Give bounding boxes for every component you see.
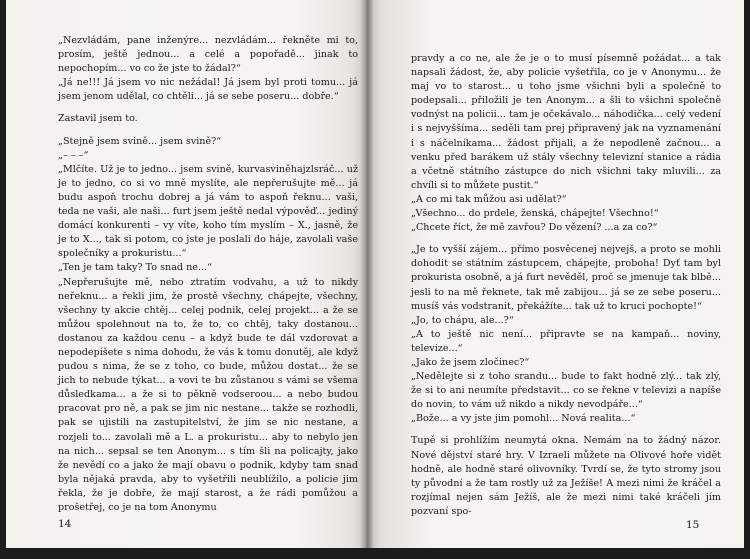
- right-page-text: [411, 52, 721, 519]
- paragraph: „Bože... a vy jste jim pomohl... Nová realita...“: [411, 413, 636, 425]
- page-number: 14: [58, 518, 72, 530]
- paragraph: „Já ne!!! Já jsem vo nic nežádal! Já jsem byl proti tomu... já jsem jenom udělal, co chtěli... já se sebe poseru... dobře.“: [58, 77, 358, 103]
- paragraph: „Mlčíte. Už je to jedno... jsem svině, kurvasviněhajzlsráč... už je to jedno, co si vo mně myslíte, ale nepřerušujte mě... já budu aspoň trochu dobrej a já vám to aspoň řeknu... vaši, teda ne vaši, ale naši... furt jsem ještě nedal výpověď... jediný domácí konkurenti – vy víte, koho tím myslím – X., jasně, že je to X..., tak si potom, co jste je poslali do háje, zavolali vaše společníky a prokuristu...“: [58, 163, 358, 260]
- left-page-text: [58, 34, 358, 515]
- paragraph: „Nezvládám, pane inženýre... nezvládám... řekněte mi to, prosím, ještě jednou... a celé a popořadě... jinak to nepochopím... vo co že jste to žádal?“: [58, 35, 358, 75]
- paragraph: „Chcete říct, že mě zavřou? Do vězení? ...a za co?“: [411, 222, 658, 234]
- paragraph: „– – –“: [58, 149, 89, 161]
- paragraph: „Jako že jsem zločinec?“: [411, 356, 530, 368]
- paragraph: „Jo, to chápu, ale...?“: [411, 314, 514, 326]
- paragraph: „A to ještě nic není... připravte se na kampaň... noviny, televize...“: [411, 328, 721, 354]
- page-number: 15: [686, 519, 700, 531]
- paragraph: Tupě si prohlížím neumytá okna. Nemám na to žádný názor. Nové dějství staré hry. V Izraeli můžete na Olivové hoře vidět hodně, ale hodně staré olivovníky. Tvrdí se, že tyto stromy jsou ty původní a že tam rostly už za Ježíše! A mezi nimi že kráčel a rozjímal nejen sám Ježíš, ale že mezi nimi také kráčeli jím pozvaní spo-: [411, 435, 721, 517]
- paragraph: „Je to vyšší zájem... přímo posvěcenej nejvejš, a proto se mohli dohodit se státním zástupcem, chápejte, proboha! Dyť tam byl prokurista osobně, a já furt nevěděl, proč se jmenuje tak blbě... jesli to na mě řeknete, tak mě zabijou... já se ze sebe poseru... musíš vás vodstranit, překážíte... tak už to kruci pochopte!“: [411, 244, 721, 312]
- right-page: [366, 0, 744, 548]
- paragraph: „Nepřerušujte mě, nebo ztratím vodvahu, a už to nikdy neřeknu... a řekli jim, že prostě všechny, chápejte, všechny, všechny ty akcie chtěj... celej podnik, celej projekt... a že se můžou spolehnout na to, že to, co chtěj, taky dostanou... dostanou za každou cenu – a když bude te dál vzdorovat a nepodepíšete s nima dohodu, že vás k tomu donutěj, ale když pudou s nima, že se z toho, co bude, můžou dostat... že se jich to nebude týkat... a vovi te bu zůstanou s vámi se všema důsledkama... a že si to pěkně vodseroou... a nebo budou pracovat pro ně, a pak se jim nic nestane... takže se rozhodli, pak se ujistili na zastupitelství, že jim se nic nestane, a rozjeli to... zavolali mě a L. a prokuristu... aby to nebylo jen na nich... sepsal se ten Anonym... s tím šli na policajty, jako že nevědí co a jako že mají obavu o podnik, kdyby tam snad byla nějaká pravda, aby to vyšetřili neublížilo, a policie jim řekla, že je dobře, že mají starost, a že rádi pomůžou a prošetřej, co je na tom Anonymu: [58, 276, 358, 513]
- book-gutter-shadow: [360, 0, 374, 548]
- paragraph: „Všechno... do prdele, ženská, chápejte! Všechno!“: [411, 208, 659, 220]
- paragraph: „Nedělejte si z toho srandu... bude to fakt hodně zlý... tak zlý, že si to ani neumíte představit... co se řekne v televizi a napíše do novin, to vám už nikdo a nikdy nevodpáře...“: [411, 371, 721, 411]
- paragraph: „A co mi tak můžou asi udělat?“: [411, 193, 567, 205]
- paragraph: „Stejně jsem svině... jsem svině?“: [58, 135, 222, 147]
- paragraph: „Ten je tam taky? To snad ne...“: [58, 262, 213, 274]
- left-page: [6, 0, 366, 548]
- paragraph: Zastavil jsem to.: [58, 113, 138, 125]
- paragraph: pravdy a co ne, ale že je o to musí písemně požádat... a tak napsali žádost, že, aby policie vyšetřila, co je v Anonymu... že maj vo to starost... u toho jsme všichni byli a společně to podepsali... přiložili je ten Anonym... a šli to všichni společně vodnýst na policii... tam je očekávalo... náhodička... celý vedení i s nejvyššíma... seděli tam prej připravený jak na vyznamenání i s náčelníkama... žádost přijali, a že nepodleně začnou... a venku před barákem už stály všechny televizní stanice a rádia a včetně státního zástupce do nich všichni taky mluvili... za chvíli si to můžete pustit.“: [411, 53, 721, 191]
